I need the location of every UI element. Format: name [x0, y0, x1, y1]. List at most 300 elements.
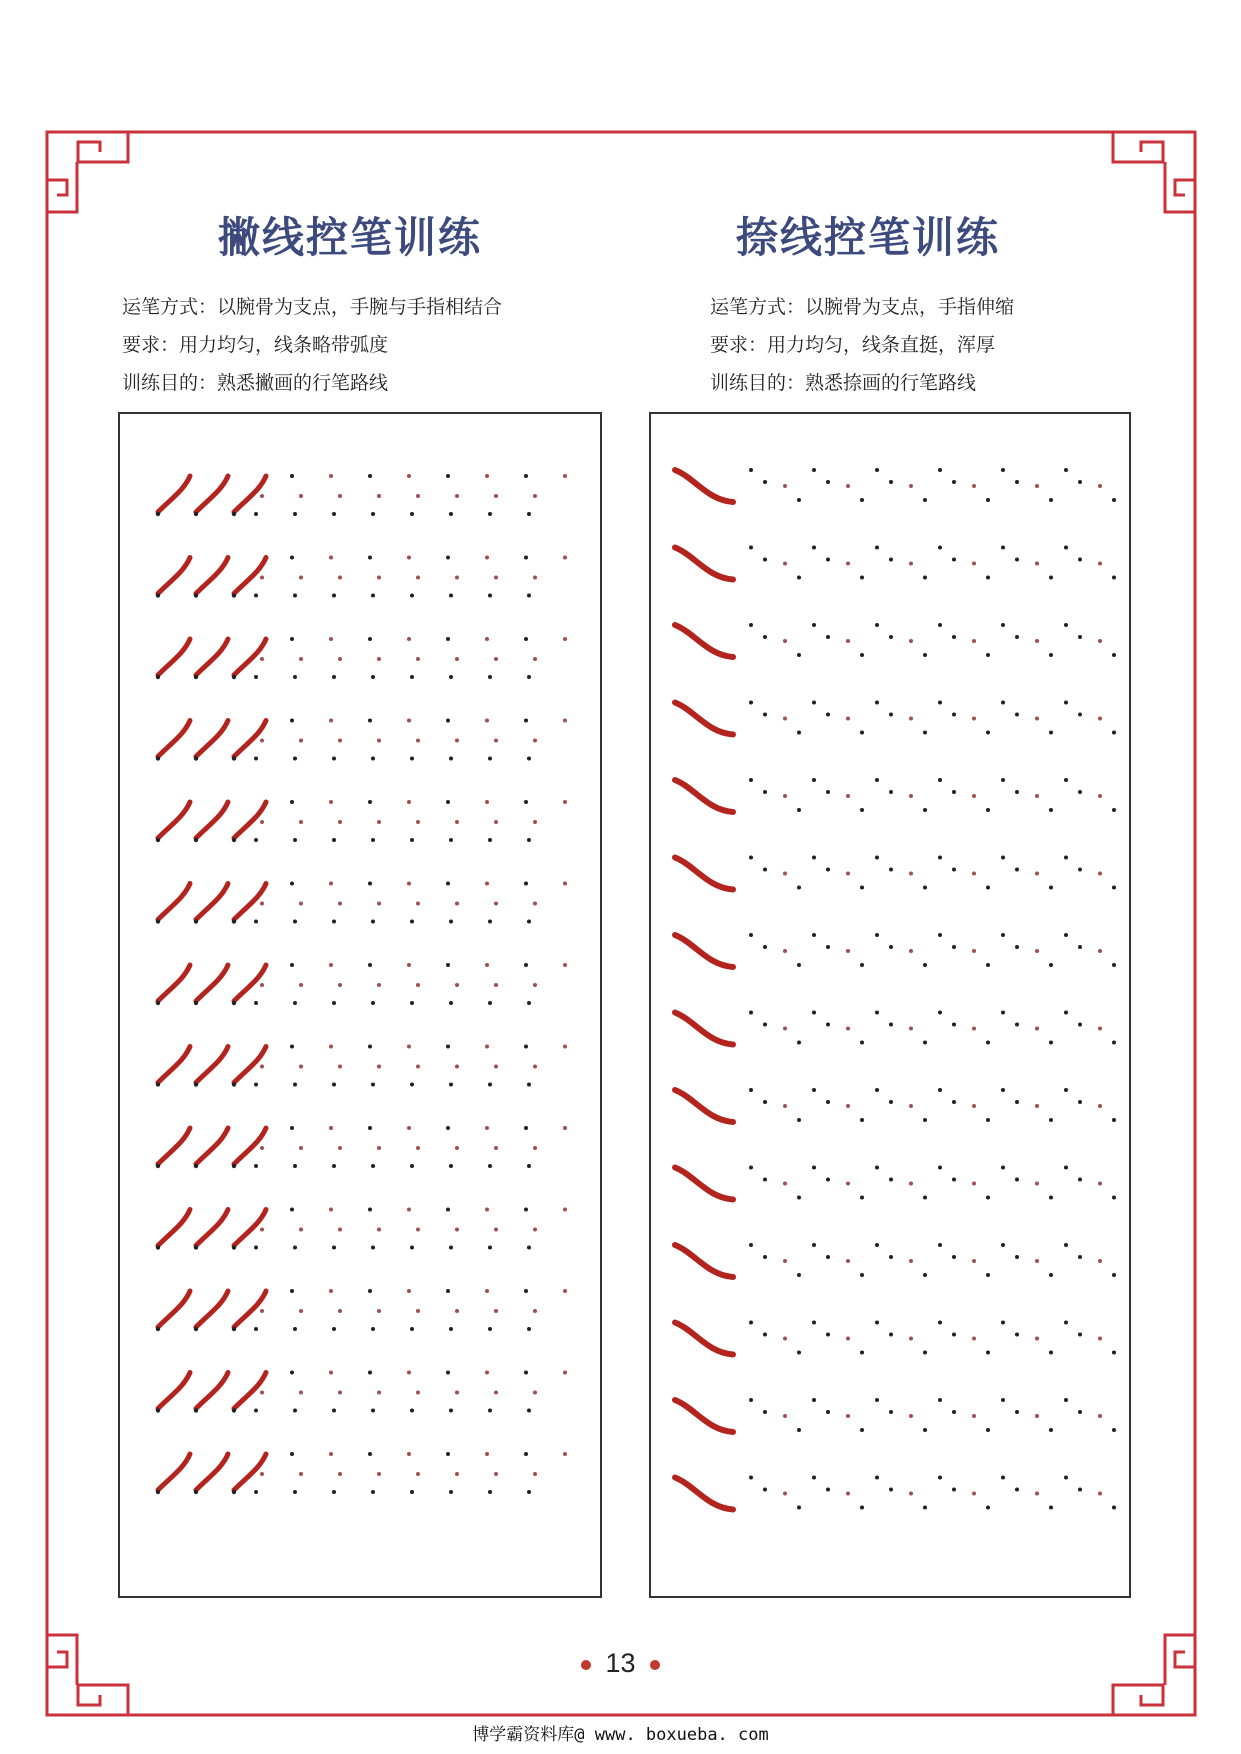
guide-dot [527, 1490, 531, 1494]
guide-dot [783, 1492, 787, 1496]
start-dot [194, 919, 198, 923]
guide-dot [494, 1228, 498, 1232]
guide-dot [1001, 1011, 1005, 1015]
guide-dot [533, 494, 537, 498]
na-stroke [675, 1013, 733, 1045]
guide-dot [1098, 1259, 1102, 1263]
left-purpose: 训练目的：熟悉撇画的行笔路线 [122, 372, 389, 394]
guide-dot [846, 1492, 850, 1496]
start-dot [232, 1082, 236, 1086]
guide-dot [488, 838, 492, 842]
guide-dot [293, 1490, 297, 1494]
guide-dot [972, 949, 976, 953]
guide-dot [533, 1146, 537, 1150]
guide-dot [527, 920, 531, 924]
guide-dot [290, 882, 294, 886]
guide-dot [812, 1011, 816, 1015]
guide-dot [449, 1409, 453, 1413]
guide-dot [986, 1506, 990, 1510]
guide-dot [1064, 1011, 1068, 1015]
guide-dot [1112, 731, 1116, 735]
guide-dot [909, 872, 913, 876]
guide-dot [763, 945, 767, 949]
guide-dot [889, 1488, 893, 1492]
guide-dot [1035, 1027, 1039, 1031]
guide-dot [846, 1182, 850, 1186]
guide-dot [1035, 1182, 1039, 1186]
guide-dot [1015, 1488, 1019, 1492]
guide-dot [875, 1166, 879, 1170]
guide-dot [763, 790, 767, 794]
guide-dot [290, 1045, 294, 1049]
guide-dot [1015, 1255, 1019, 1259]
pie-row [156, 1045, 567, 1087]
guide-dot [952, 1488, 956, 1492]
guide-dot [749, 1088, 753, 1092]
guide-dot [783, 484, 787, 488]
guide-dot [377, 1391, 381, 1395]
guide-dot [1064, 1243, 1068, 1247]
guide-dot [455, 739, 459, 743]
guide-dot [986, 576, 990, 580]
guide-dot [909, 1104, 913, 1108]
start-dot [194, 593, 198, 597]
guide-dot [494, 494, 498, 498]
guide-dot [410, 1490, 414, 1494]
guide-dot [783, 949, 787, 953]
na-row [675, 933, 1116, 967]
pie-stroke [196, 1128, 228, 1164]
guide-dot [329, 800, 333, 804]
guide-dot [371, 1164, 375, 1168]
guide-dot [1001, 1166, 1005, 1170]
guide-dot [972, 1414, 976, 1418]
guide-dot [563, 1045, 567, 1049]
guide-dot [485, 719, 489, 723]
guide-dot [485, 882, 489, 886]
guide-dot [938, 1088, 942, 1092]
guide-dot [1015, 1333, 1019, 1337]
left-requirement: 要求：用力均匀，线条略带弧度 [122, 334, 389, 356]
guide-dot [986, 808, 990, 812]
pie-stroke [196, 965, 228, 1001]
guide-dot [293, 838, 297, 842]
guide-dot [749, 623, 753, 627]
guide-dot [1049, 653, 1053, 657]
guide-dot [416, 1228, 420, 1232]
guide-dot [410, 920, 414, 924]
guide-dot [938, 468, 942, 472]
guide-dot [1112, 1428, 1116, 1432]
guide-dot [407, 963, 411, 967]
guide-dot [889, 713, 893, 717]
na-row [675, 1166, 1116, 1200]
guide-dot [533, 983, 537, 987]
guide-dot [449, 1083, 453, 1087]
guide-dot [293, 1327, 297, 1331]
guide-dot [329, 637, 333, 641]
guide-dot [410, 594, 414, 598]
start-dot [232, 1164, 236, 1168]
pie-row [156, 556, 567, 598]
guide-dot [338, 983, 342, 987]
guide-dot [407, 719, 411, 723]
guide-dot [986, 886, 990, 890]
pie-stroke [158, 1128, 190, 1164]
guide-dot [290, 474, 294, 478]
guide-dot [749, 1398, 753, 1402]
guide-dot [254, 594, 258, 598]
pie-row [156, 1208, 567, 1250]
right-requirement: 要求：用力均匀，线条直挺，浑厚 [710, 334, 996, 356]
start-dot [194, 1245, 198, 1249]
guide-dot [923, 498, 927, 502]
guide-dot [1078, 1100, 1082, 1104]
guide-dot [449, 594, 453, 598]
pie-stroke [158, 965, 190, 1001]
left-title: 撇线控笔训练 [218, 213, 483, 262]
guide-dot [812, 1166, 816, 1170]
guide-dot [826, 558, 830, 562]
guide-dot [524, 719, 528, 723]
guide-dot [797, 1118, 801, 1122]
guide-dot [797, 1428, 801, 1432]
guide-dot [416, 1065, 420, 1069]
guide-dot [485, 556, 489, 560]
guide-dot [533, 902, 537, 906]
guide-dot [923, 731, 927, 735]
guide-dot [446, 637, 450, 641]
pie-stroke [234, 639, 266, 675]
guide-dot [749, 701, 753, 705]
guide-dot [455, 657, 459, 661]
guide-dot [407, 556, 411, 560]
guide-dot [860, 1273, 864, 1277]
guide-dot [875, 468, 879, 472]
guide-dot [299, 1146, 303, 1150]
guide-dot [889, 558, 893, 562]
pie-stroke [234, 802, 266, 838]
guide-dot [329, 1371, 333, 1375]
guide-dot [1078, 1255, 1082, 1259]
guide-dot [846, 717, 850, 721]
guide-dot [1001, 546, 1005, 550]
guide-dot [410, 675, 414, 679]
guide-dot [533, 1391, 537, 1395]
guide-dot [1064, 1398, 1068, 1402]
guide-dot [986, 1273, 990, 1277]
start-dot [194, 756, 198, 760]
guide-dot [368, 556, 372, 560]
guide-dot [527, 512, 531, 516]
start-dot [156, 919, 160, 923]
pie-row [156, 1126, 567, 1168]
guide-dot [332, 1083, 336, 1087]
guide-dot [923, 576, 927, 580]
guide-dot [763, 1178, 767, 1182]
guide-dot [368, 963, 372, 967]
guide-dot [1049, 1506, 1053, 1510]
guide-dot [368, 1126, 372, 1130]
na-row [675, 468, 1116, 502]
guide-dot [293, 757, 297, 761]
pie-stroke [196, 1454, 228, 1490]
guide-dot [972, 562, 976, 566]
pie-stroke [158, 1210, 190, 1246]
guide-dot [371, 594, 375, 598]
guide-dot [783, 1027, 787, 1031]
guide-dot [923, 1273, 927, 1277]
guide-dot [889, 1100, 893, 1104]
guide-dot [332, 838, 336, 842]
guide-dot [332, 1327, 336, 1331]
pie-stroke [158, 721, 190, 757]
start-dot [156, 512, 160, 516]
start-dot [156, 756, 160, 760]
guide-dot [332, 675, 336, 679]
guide-dot [254, 1164, 258, 1168]
guide-dot [1049, 576, 1053, 580]
guide-dot [407, 1289, 411, 1293]
guide-dot [371, 1083, 375, 1087]
start-dot [232, 512, 236, 516]
pie-stroke [196, 476, 228, 512]
na-row [675, 1088, 1116, 1122]
guide-dot [972, 717, 976, 721]
guide-dot [846, 1104, 850, 1108]
guide-dot [371, 1246, 375, 1250]
guide-dot [826, 1023, 830, 1027]
guide-dot [1112, 1351, 1116, 1355]
guide-dot [416, 494, 420, 498]
guide-dot [563, 1371, 567, 1375]
guide-dot [524, 556, 528, 560]
guide-dot [377, 1472, 381, 1476]
guide-dot [449, 838, 453, 842]
guide-dot [449, 757, 453, 761]
guide-dot [485, 963, 489, 967]
guide-dot [410, 1083, 414, 1087]
guide-dot [563, 719, 567, 723]
guide-dot [293, 1409, 297, 1413]
guide-dot [1035, 1414, 1039, 1418]
na-row [675, 546, 1116, 580]
guide-dot [909, 1337, 913, 1341]
guide-dot [938, 1476, 942, 1480]
guide-dot [860, 886, 864, 890]
guide-dot [1078, 480, 1082, 484]
guide-dot [533, 1472, 537, 1476]
guide-dot [494, 1309, 498, 1313]
guide-dot [986, 1196, 990, 1200]
guide-dot [846, 1259, 850, 1263]
guide-dot [1049, 731, 1053, 735]
guide-dot [293, 512, 297, 516]
guide-dot [329, 1208, 333, 1212]
bullet-dot-icon [581, 1660, 591, 1670]
guide-dot [260, 739, 264, 743]
guide-dot [260, 1228, 264, 1232]
guide-dot [923, 808, 927, 812]
guide-dot [797, 1196, 801, 1200]
guide-dot [371, 512, 375, 516]
start-dot [156, 1490, 160, 1494]
guide-dot [889, 1023, 893, 1027]
guide-dot [563, 1208, 567, 1212]
guide-dot [368, 1371, 372, 1375]
pie-stroke [234, 884, 266, 920]
guide-dot [938, 1243, 942, 1247]
guide-dot [909, 484, 913, 488]
guide-dot [407, 800, 411, 804]
guide-dot [846, 872, 850, 876]
pie-row [156, 474, 567, 516]
guide-dot [1112, 1041, 1116, 1045]
guide-dot [1049, 1196, 1053, 1200]
pie-row [156, 719, 567, 761]
start-dot [156, 1245, 160, 1249]
guide-dot [299, 494, 303, 498]
guide-dot [860, 576, 864, 580]
guide-dot [254, 675, 258, 679]
na-row [675, 1011, 1116, 1045]
guide-dot [338, 576, 342, 580]
guide-dot [797, 963, 801, 967]
guide-dot [1001, 1398, 1005, 1402]
guide-dot [524, 1289, 528, 1293]
pie-stroke [196, 1210, 228, 1246]
guide-dot [455, 820, 459, 824]
guide-dot [889, 790, 893, 794]
guide-dot [371, 1001, 375, 1005]
guide-dot [952, 945, 956, 949]
guide-dot [290, 963, 294, 967]
pie-stroke [196, 721, 228, 757]
guide-dot [1098, 794, 1102, 798]
guide-dot [488, 757, 492, 761]
guide-dot [488, 1490, 492, 1494]
guide-dot [485, 474, 489, 478]
guide-dot [1035, 639, 1039, 643]
guide-dot [299, 1309, 303, 1313]
guide-dot [416, 983, 420, 987]
guide-dot [875, 1476, 879, 1480]
guide-dot [338, 1472, 342, 1476]
na-stroke [675, 858, 733, 890]
guide-dot [290, 1452, 294, 1456]
guide-dot [377, 902, 381, 906]
guide-dot [260, 1309, 264, 1313]
guide-dot [1015, 558, 1019, 562]
guide-dot [952, 1333, 956, 1337]
guide-dot [952, 1178, 956, 1182]
guide-dot [488, 1246, 492, 1250]
guide-dot [377, 1228, 381, 1232]
guide-dot [293, 1246, 297, 1250]
guide-dot [909, 794, 913, 798]
guide-dot [1078, 635, 1082, 639]
guide-dot [797, 1273, 801, 1277]
pie-stroke [234, 1210, 266, 1246]
guide-dot [446, 1126, 450, 1130]
guide-dot [371, 1490, 375, 1494]
guide-dot [1098, 872, 1102, 876]
page-number [0, 1648, 1241, 1679]
guide-dot [952, 790, 956, 794]
guide-dot [332, 920, 336, 924]
guide-dot [485, 1371, 489, 1375]
guide-dot [410, 1246, 414, 1250]
guide-dot [290, 556, 294, 560]
guide-dot [923, 1041, 927, 1045]
guide-dot [332, 1246, 336, 1250]
guide-dot [1035, 949, 1039, 953]
guide-dot [860, 963, 864, 967]
guide-dot [1078, 1488, 1082, 1492]
guide-dot [368, 882, 372, 886]
guide-dot [449, 1001, 453, 1005]
footer-watermark: 博学霸资料库@ www. boxueba. com [472, 1725, 769, 1745]
guide-dot [494, 983, 498, 987]
guide-dot [749, 546, 753, 550]
guide-dot [329, 1126, 333, 1130]
pie-stroke [158, 639, 190, 675]
na-row [675, 623, 1116, 657]
pie-stroke [234, 1128, 266, 1164]
guide-dot [407, 1371, 411, 1375]
guide-dot [826, 790, 830, 794]
guide-dot [299, 1228, 303, 1232]
start-dot [156, 675, 160, 679]
guide-dot [826, 635, 830, 639]
guide-dot [446, 1371, 450, 1375]
guide-dot [338, 1146, 342, 1150]
start-dot [156, 1408, 160, 1412]
guide-dot [1049, 808, 1053, 812]
pie-stroke [234, 558, 266, 594]
guide-dot [455, 902, 459, 906]
guide-dot [797, 1041, 801, 1045]
guide-dot [299, 1472, 303, 1476]
guide-dot [889, 635, 893, 639]
guide-dot [812, 468, 816, 472]
guide-dot [377, 657, 381, 661]
guide-dot [494, 576, 498, 580]
guide-dot [846, 1414, 850, 1418]
guide-dot [254, 512, 258, 516]
guide-dot [563, 882, 567, 886]
guide-dot [524, 963, 528, 967]
guide-dot [938, 623, 942, 627]
guide-dot [986, 731, 990, 735]
guide-dot [1001, 1088, 1005, 1092]
guide-dot [952, 558, 956, 562]
guide-dot [533, 1065, 537, 1069]
guide-dot [488, 920, 492, 924]
na-row [675, 1243, 1116, 1277]
guide-dot [1112, 498, 1116, 502]
right-title: 捺线控笔训练 [736, 213, 1001, 262]
guide-dot [488, 1001, 492, 1005]
start-dot [232, 756, 236, 760]
pie-row [156, 637, 567, 679]
guide-dot [909, 1027, 913, 1031]
guide-dot [826, 1255, 830, 1259]
guide-dot [338, 657, 342, 661]
pie-stroke [234, 721, 266, 757]
na-stroke [675, 780, 733, 812]
guide-dot [1049, 1118, 1053, 1122]
